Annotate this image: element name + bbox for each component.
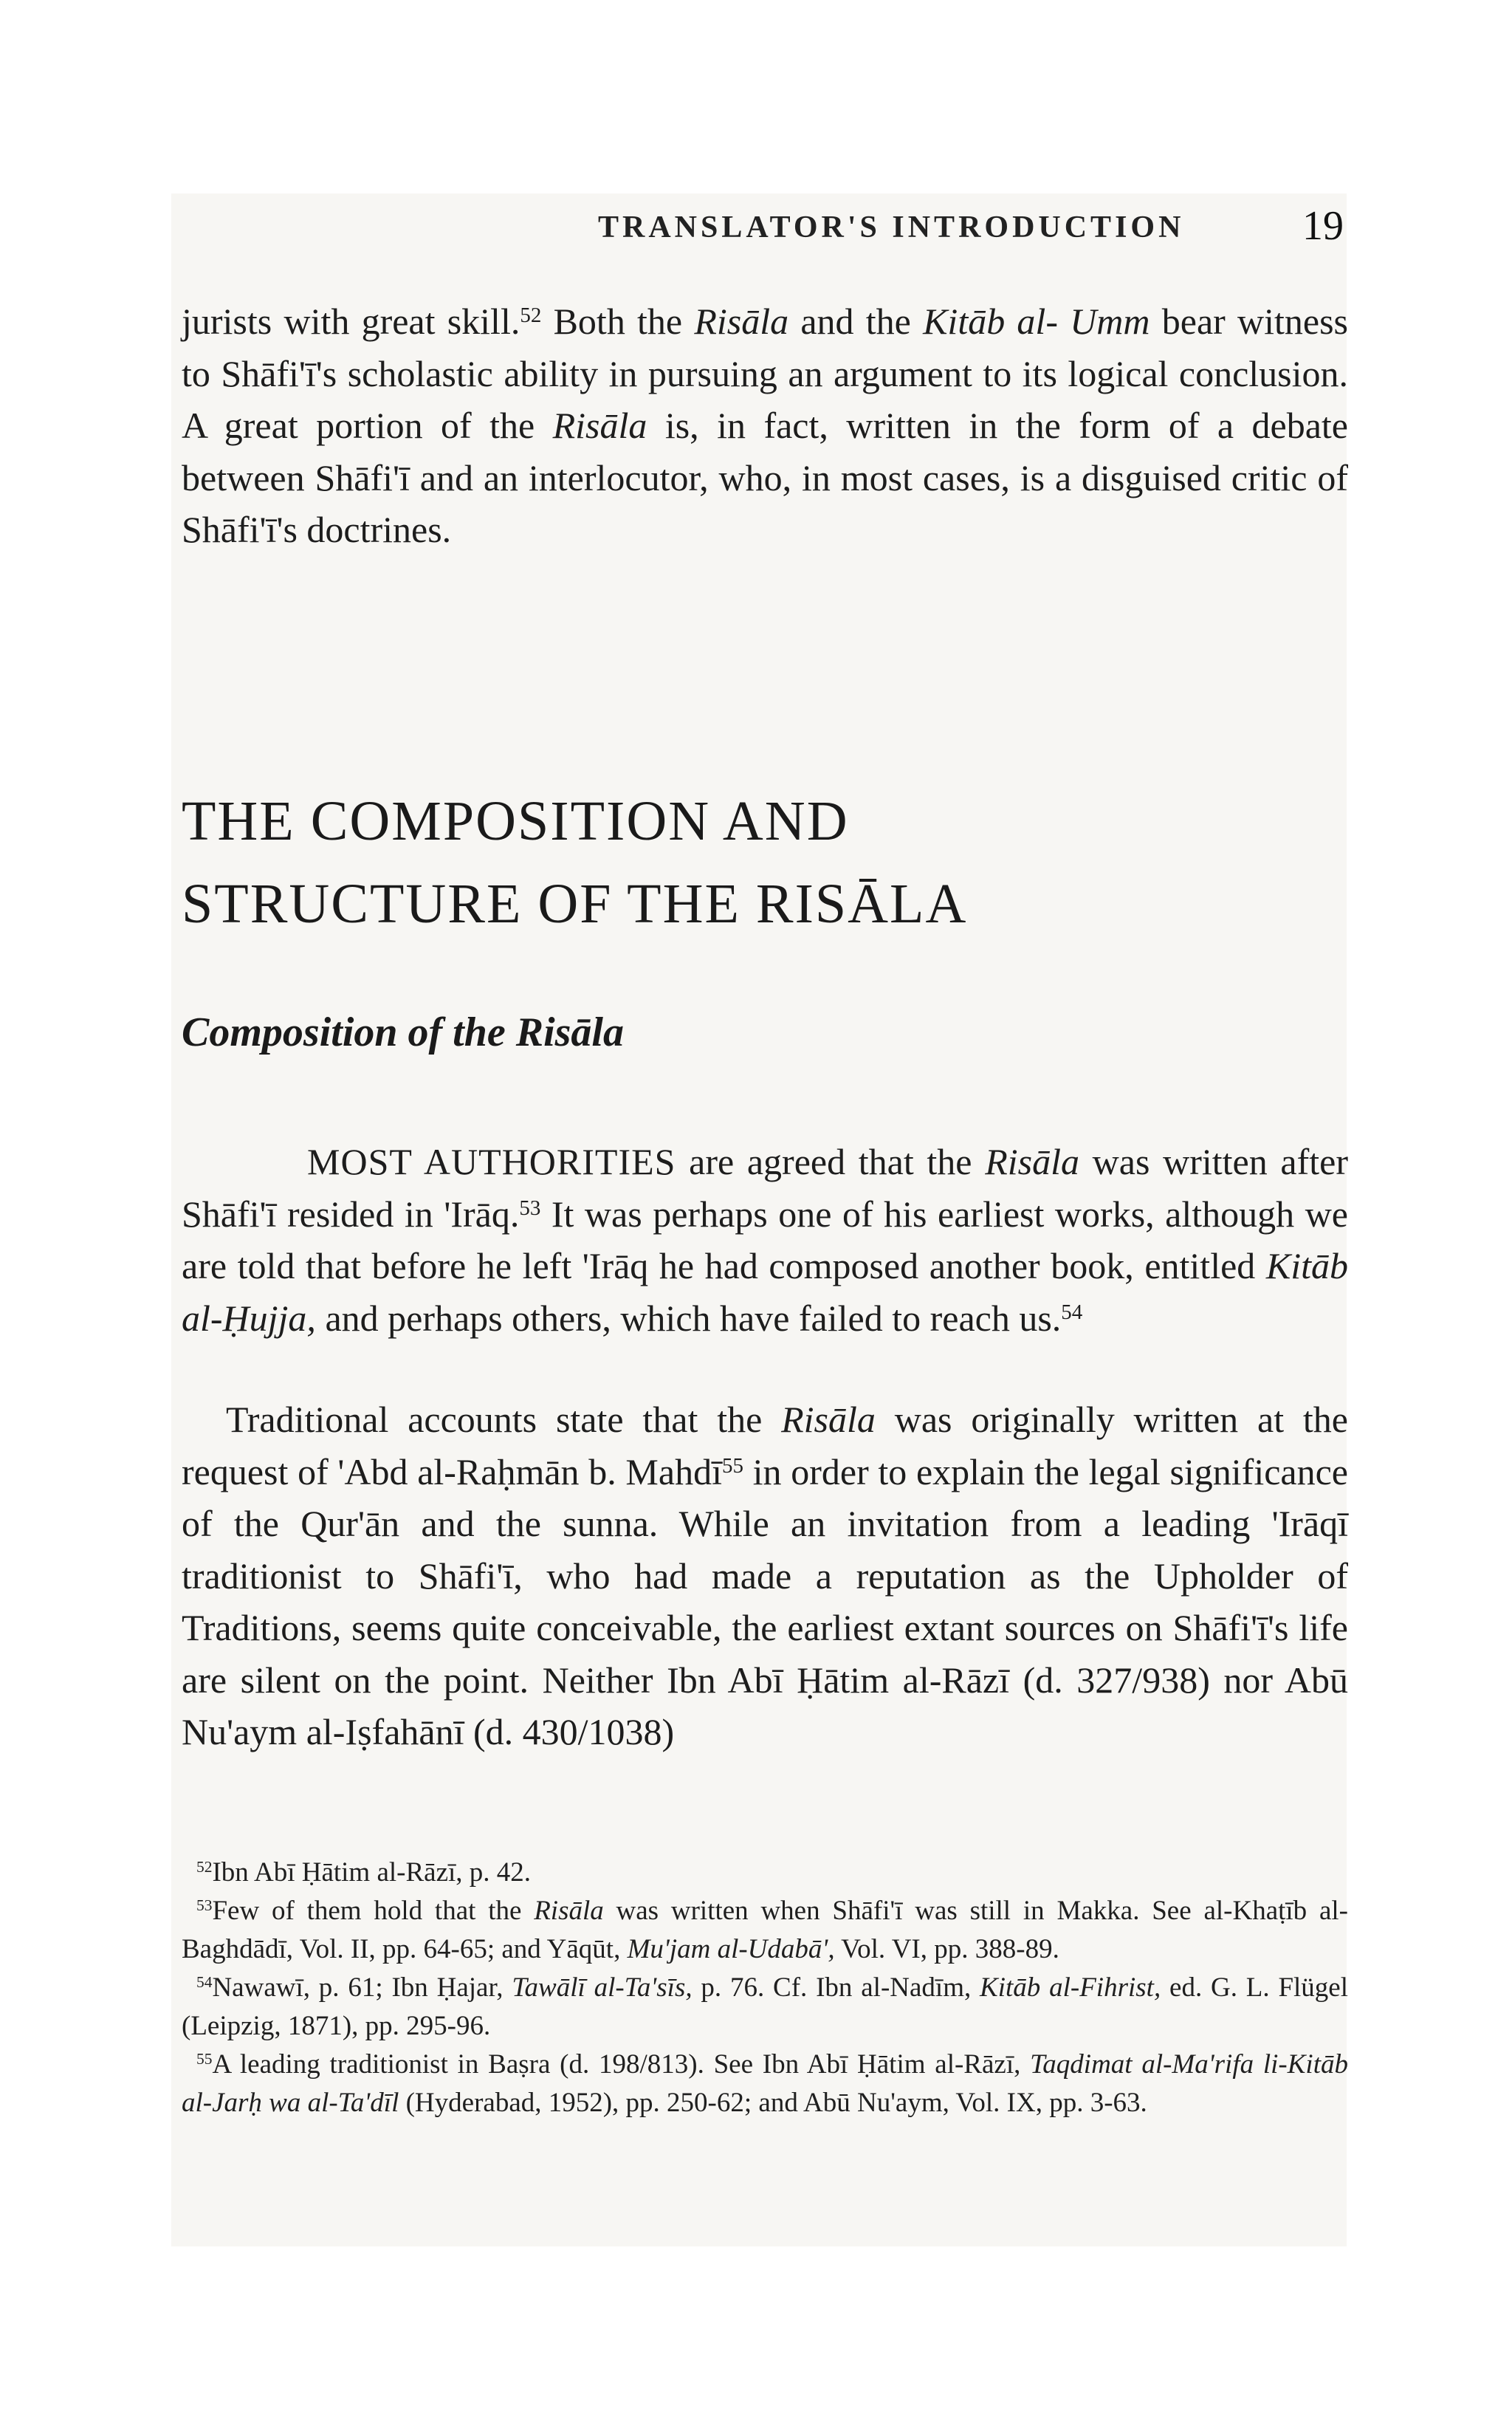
paragraph-jurists: jurists with great skill.$^{52}$ Both the Risāla and the Kitāb al- Umm bear witness to Shāfi'ī's scholastic ability in pursuing an argument to its logical conclusion. A great portion of the Risāla is, in fact, written in the form of a debate between Shāfi'ī and an interlocutor, who, in most cases, is a disguised critic of Shāfi'ī's doctrines.: [182, 301, 1349, 550]
footnote-53: $^{53}$Few of them hold that the Risāla was written when Shāfi'ī was still in Makka. See al-Khaṭīb al-Baghdādī, Vol. II, pp. 64-65; and Yāqūt, Mu'jam al-Udabā', Vol. VI, pp. 388-89.: [182, 1896, 1348, 1964]
footnote-ref-55: 55: [721, 1453, 743, 1478]
footnotes: [182, 1854, 1348, 2122]
footnote-54: $^{54}$Nawawī, p. 61; Ibn Ḥajar, Tawālī al-Ta'sīs, p. 76. Cf. Ibn al-Nadīm, Kitāb al-Fihrist, ed. G. L. Flügel (Leipzig, 1871), pp. 295-96.: [182, 1972, 1349, 2041]
paragraph-traditional-accounts: Traditional accounts state that the Risāla was originally written at the request of 'Abd al-Raḥmān b. Mahdī$^{55}$ in order to explain the legal significance of the Qur'ān and the sunna. While an invitation from a leading 'Irāqī traditionist to Shāfi'ī, who had made a reputation as the Upholder of Traditions, seems quite conceivable, the earliest extant sources on Shāfi'ī's life are silent on the point. Neither Ibn Abī Ḥātim al-Rāzī (d. 327/938) nor Abū Nu'aym al-Iṣfahānī (d. 430/1038): [182, 1399, 1349, 1752]
footnote-ref-54: 54: [1061, 1300, 1083, 1324]
page-number: 19: [1302, 203, 1344, 249]
footnote-ref-52: 52: [520, 304, 542, 328]
footnote-55: $^{55}$A leading traditionist in Baṣra (d. 198/813). See Ibn Abī Ḥātim al-Rāzī, Taqdimat al-Ma'rifa li-Kitāb al-Jarḥ wa al-Ta'dīl (Hyderabad, 1952), pp. 250-62; and Abū Nu'aym, Vol. IX, pp. 3-63.: [182, 2049, 1348, 2118]
subsection-heading: Composition of the Risāla: [182, 1009, 624, 1055]
section-heading: THE COMPOSITION AND STRUCTURE OF THE RISĀLA: [182, 790, 968, 935]
paragraph-most-authorities: MOST AUTHORITIES are agreed that the Risāla was written after Shāfi'ī resided in 'Irāq.$^{53}$ It was perhaps one of his earliest works, although we are told that before he left 'Irāq he had composed another book, entitled Kitāb al-Ḥujja, and perhaps others, which have failed to reach us.$^{54}$: [182, 1141, 1348, 1339]
running-head: [185, 205, 1344, 257]
running-head-title: TRANSLATOR'S INTRODUCTION: [598, 210, 1185, 244]
footnote-ref-53: 53: [519, 1196, 541, 1220]
footnote-52: $^{52}$Ibn Abī Ḥātim al-Rāzī, p. 42.: [196, 1857, 532, 1888]
